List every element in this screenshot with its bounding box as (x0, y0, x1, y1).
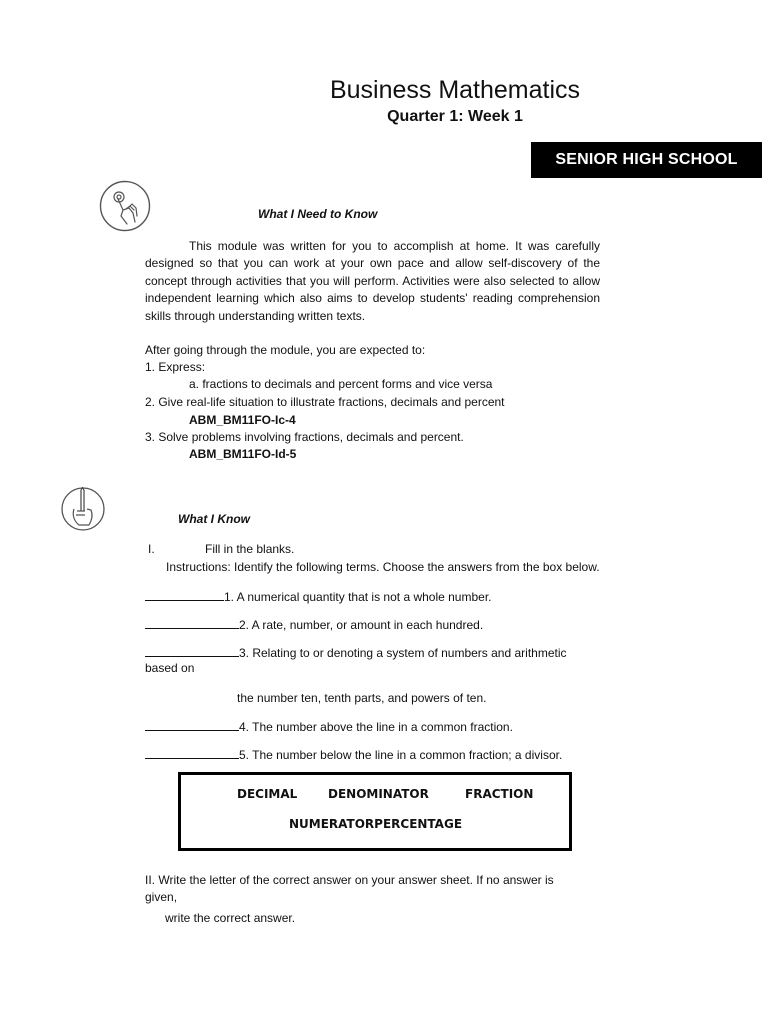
choice-numerator-percentage: NUMERATORPERCENTAGE (289, 817, 463, 831)
what-i-know-heading: What I Know (178, 512, 250, 526)
choice-fraction: FRACTION (465, 787, 534, 801)
answer-blank-2[interactable] (145, 616, 239, 629)
what-i-need-to-know-heading: What I Need to Know (258, 207, 378, 221)
question-5 (145, 746, 562, 762)
objective-2: 2. Give real-life situation to illustrate fractions, decimals and percent (145, 395, 505, 409)
hand-touch-icon (99, 180, 151, 232)
senior-high-school-badge: SENIOR HIGH SCHOOL (531, 142, 762, 178)
question-3-continued: based on (145, 661, 195, 675)
part-2-instruction-continued: write the correct answer. (165, 911, 296, 925)
part-1-instructions: Instructions: Identify the following terms. Choose the answers from the box below. (166, 560, 600, 574)
document-subtitle: Quarter 1: Week 1 (387, 108, 523, 125)
answer-blank-5[interactable] (145, 746, 239, 759)
part-2-instruction-wrap: given, (145, 890, 178, 904)
part-2-instruction: II. Write the letter of the correct answer on your answer sheet. If no answer is (145, 873, 554, 887)
question-4-text: 4. The number above the line in a common fraction. (239, 720, 513, 734)
question-1-text: 1. A numerical quantity that is not a whole number. (224, 590, 492, 604)
hand-pencil-icon (61, 487, 105, 531)
question-2 (145, 616, 483, 632)
answer-blank-4[interactable] (145, 718, 239, 731)
document-title: Business Mathematics (329, 76, 581, 104)
question-1 (145, 588, 492, 604)
choice-denominator: DENOMINATOR (328, 787, 429, 801)
answer-blank-1[interactable] (145, 588, 224, 601)
objective-3: 3. Solve problems involving fractions, decimals and percent. (145, 430, 464, 444)
question-3 (145, 644, 567, 660)
module-intro-paragraph (145, 238, 600, 325)
question-5-text: 5. The number below the line in a common fraction; a divisor. (239, 748, 563, 762)
answer-choices-box (178, 772, 572, 851)
question-3-text: 3. Relating to or denoting a system of numbers and arithmetic (239, 646, 567, 660)
part-1-number: I. (148, 542, 155, 556)
module-intro-text: This module was written for you to accomplish at home. It was carefully designed so that you can work at your own pace and allow self-discovery of the concept through activities that you will perform. Activities were also selected to allow independent learning which also aims to develop students' reading comprehension skills through understanding written texts. (145, 239, 600, 323)
objective-1: 1. Express: (145, 360, 206, 374)
choice-decimal: DECIMAL (237, 787, 298, 801)
objectives-intro: After going through the module, you are expected to: (145, 343, 426, 357)
competency-code-2: ABM_BM11FO-Id-5 (189, 447, 297, 461)
question-4 (145, 718, 513, 734)
question-3-continued-2: the number ten, tenth parts, and powers of ten. (237, 691, 487, 705)
answer-blank-3[interactable] (145, 644, 239, 657)
question-2-text: 2. A rate, number, or amount in each hundred. (239, 618, 484, 632)
part-1-title: Fill in the blanks. (205, 542, 295, 556)
objective-1a: a. fractions to decimals and percent forms and vice versa (189, 377, 493, 391)
competency-code-1: ABM_BM11FO-Ic-4 (189, 413, 296, 427)
